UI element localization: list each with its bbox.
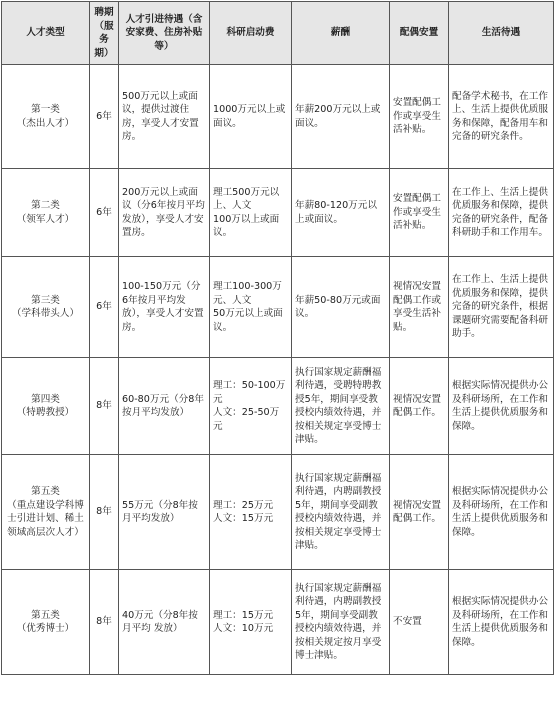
category-subtitle: （学科带头人） xyxy=(11,308,80,319)
research-fund-line: 理工：15万元 xyxy=(213,609,274,621)
category-subtitle: （领军人才） xyxy=(16,213,75,225)
table-row xyxy=(2,169,554,257)
research-fund-cell xyxy=(210,257,292,358)
table-header-row xyxy=(2,2,554,65)
category-name: 第四类 xyxy=(31,393,60,405)
living-benefits-cell: 在工作上、生活上提供优质服务和保障，提供完备的研究条件，根据课题研究需要配备科研助手。 xyxy=(449,257,554,358)
talent-type-cell xyxy=(2,65,90,169)
category-name: 第三类 xyxy=(31,294,60,306)
salary-cell: 年薪50-80万元或面议。 xyxy=(292,257,390,358)
living-benefits-cell: 根据实际情况提供办公及科研场所，在工作和生活上提供优质服务和保障。 xyxy=(449,358,554,455)
header-salary: 薪酬 xyxy=(292,2,390,65)
category-subtitle: （重点建设学科博士引进计划、稀土领域高层次人才） xyxy=(7,499,84,538)
research-fund-cell xyxy=(210,455,292,570)
spouse-cell: 安置配偶工作或享受生活补贴。 xyxy=(390,65,449,169)
research-fund-line: 理工：50-100万元 xyxy=(213,380,286,405)
spouse-cell: 视情况安置配偶工作。 xyxy=(390,455,449,570)
salary-cell: 执行国家规定薪酬福利待遇，内聘副教授5年，期间享受副教授校内绩效待遇，并按相关规定享受博士津贴。 xyxy=(292,455,390,570)
table-row xyxy=(2,257,554,358)
term-cell: 6年 xyxy=(90,65,119,169)
category-subtitle: （杰出人才） xyxy=(16,117,75,129)
research-fund-cell xyxy=(210,169,292,257)
term-cell: 8年 xyxy=(90,570,119,675)
header-spouse-placement: 配偶安置 xyxy=(390,2,449,65)
header-talent-type: 人才类型 xyxy=(2,2,90,65)
intro-cell: 60-80万元（分8年按月平均发放） xyxy=(119,358,210,455)
talent-type-cell xyxy=(2,358,90,455)
talent-type-cell xyxy=(2,570,90,675)
header-introduction-benefits: 人才引进待遇（含安家费、住房补贴等） xyxy=(119,2,210,65)
table-row xyxy=(2,65,554,169)
spouse-cell: 不安置 xyxy=(390,570,449,675)
living-benefits-cell: 根据实际情况提供办公及科研场所，在工作和生活上提供优质服务和保障。 xyxy=(449,570,554,675)
salary-cell: 执行国家规定薪酬福利待遇，受聘特聘教授5年，期间享受教授校内绩效待遇，并按相关规定享受博士津贴。 xyxy=(292,358,390,455)
table-row xyxy=(2,358,554,455)
talent-type-cell xyxy=(2,169,90,257)
talent-type-cell xyxy=(2,257,90,358)
research-fund-line: 人文：15万元 xyxy=(213,513,274,524)
spouse-cell: 视情况安置配偶工作。 xyxy=(390,358,449,455)
category-subtitle: （优秀博士） xyxy=(16,623,75,634)
intro-cell: 40万元（分8年按月平均 发放） xyxy=(119,570,210,675)
research-fund-line: 人文：25-50万元 xyxy=(213,407,280,432)
research-fund-line: 人文：10万元 xyxy=(213,623,274,634)
salary-cell: 执行国家规定薪酬福利待遇，内聘副教授5年，期间享受副教授校内绩效待遇，并按相关规定按月享受博士津贴。 xyxy=(292,570,390,675)
intro-cell: 100-150万元（分6年按月平均发放），享受人才安置房。 xyxy=(119,257,210,358)
category-name: 第五类 xyxy=(31,486,60,497)
research-fund-line: 1000万元以上或面议。 xyxy=(213,104,286,129)
research-fund-line: 100万以上或面议。 xyxy=(213,213,280,238)
intro-cell: 55万元（分8年按月平均发放） xyxy=(119,455,210,570)
header-term: 聘期（服务期） xyxy=(90,2,119,65)
living-benefits-cell: 配备学术秘书，在工作上、生活上提供优质服务和保障，配备用车和完备的研究条件。 xyxy=(449,65,554,169)
category-subtitle: （特聘教授） xyxy=(16,407,75,418)
talent-benefits-table xyxy=(1,1,554,675)
research-fund-line: 理工：25万元 xyxy=(213,499,274,511)
research-fund-cell xyxy=(210,570,292,675)
research-fund-line: 50万元以上或面议。 xyxy=(213,308,283,333)
term-cell: 8年 xyxy=(90,455,119,570)
table-row xyxy=(2,455,554,570)
salary-cell: 年薪200万元以上或面议。 xyxy=(292,65,390,169)
research-fund-cell xyxy=(210,65,292,169)
spouse-cell: 安置配偶工作或享受生活补贴。 xyxy=(390,169,449,257)
table-row xyxy=(2,570,554,675)
term-cell: 6年 xyxy=(90,169,119,257)
talent-type-cell xyxy=(2,455,90,570)
research-fund-line: 理工500万元以上、人文 xyxy=(213,186,280,211)
research-fund-line: 理工100-300万元、人文 xyxy=(213,281,282,306)
intro-cell: 200万元以上或面议（分6年按月平均发放），享受人才安置房。 xyxy=(119,169,210,257)
living-benefits-cell: 在工作上、生活上提供优质服务和保障，提供完备的研究条件，配备科研助手和工作用车。 xyxy=(449,169,554,257)
category-name: 第五类 xyxy=(31,609,60,621)
header-living-benefits: 生活待遇 xyxy=(449,2,554,65)
spouse-cell: 视情况安置配偶工作或享受生活补贴。 xyxy=(390,257,449,358)
term-cell: 8年 xyxy=(90,358,119,455)
term-cell: 6年 xyxy=(90,257,119,358)
living-benefits-cell: 根据实际情况提供办公及科研场所，在工作和生活上提供优质服务和保障。 xyxy=(449,455,554,570)
category-name: 第一类 xyxy=(31,104,60,115)
research-fund-cell xyxy=(210,358,292,455)
salary-cell: 年薪80-120万元以上或面议。 xyxy=(292,169,390,257)
header-research-startup-fund: 科研启动费 xyxy=(210,2,292,65)
intro-cell: 500万元以上或面议，提供过渡住房，享受人才安置房。 xyxy=(119,65,210,169)
category-name: 第二类 xyxy=(31,200,60,211)
